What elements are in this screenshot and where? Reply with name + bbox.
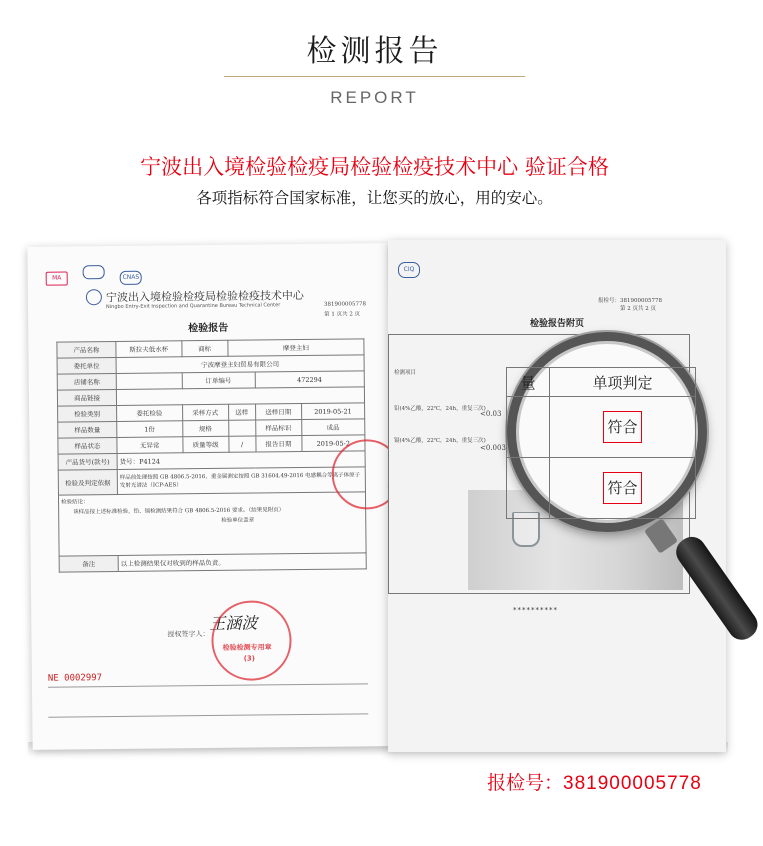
row-label: 检测项目 [394,370,417,376]
org-logo-icon [86,289,102,305]
report-table [56,338,366,572]
inspection-report-page-1 [27,243,392,750]
table-row [507,368,696,397]
certification-tagline: 各项指标符合国家标准，让您买的放心，用的安心。 [196,189,553,207]
table-row: 备注 以上检测结果仅对收到的样品负责。 [59,553,366,572]
table-row: 检验类别 委托检验 采样方式 送样 送样日期 2019-05-21 [58,403,365,422]
conclusion-label: 检验结论： [61,499,89,506]
table-row [58,492,366,556]
table-row: 产品名称 斯拉夫低水杯 商标 摩登主妇 [57,339,364,358]
seal-text-2: 检验检测专用章 [222,643,272,652]
report-number-value: 381900005778 [563,773,702,794]
footer-rule [48,713,368,717]
conclusion-text: 该样品按上述标准检验，铅、镉检测结果符合 GB 4806.5-2016 要求。（结果见附页） [73,507,285,516]
row-label: 镉(4%乙酸，22℃，24h，重复三次) [394,438,486,444]
appendix-title: 检验报告附页 [529,319,584,329]
report-no-small: 381900005778 [323,301,367,308]
title-divider [224,76,525,77]
table-row: 委托单位 宁波摩登主妇贸易有限公司 [57,355,364,374]
limit-value: <0.03 [480,410,502,418]
zoom-col-partial: 量 [507,368,550,397]
accreditation-logos [46,264,152,286]
table-row: 样品状态 无异常 质量等级 / 报告日期 2019-05-2 [58,435,365,454]
row-label: 铅(4%乙酸，22℃，24h，重复三次) [394,406,486,412]
seal-number: (3) [243,654,256,663]
stamp-label: 检验单位盖章 [221,517,255,524]
table-row: 产品货号(款号) 货号：P4124 [58,451,365,470]
footer-rule [48,683,368,687]
certification-headline: 宁波出入境检验检疫局检验检疫技术中心 验证合格 [140,155,609,179]
table-row: 样品数量 1份 规格 样品标识 成品 [58,419,365,438]
report-number-label: 报检号： [487,772,564,794]
report-no-small: 报检号：381900005778 [598,298,662,304]
page-info: 第 2 页共 2 页 [620,306,656,312]
page-title: 检测报告 [306,34,443,69]
serial-number: NE 0002997 [47,673,103,684]
ciq-logo-icon: CIQ [398,262,420,278]
zoomed-table [506,367,696,519]
report-number [487,768,702,795]
table-row: 店铺名称 订单编号 472294 [57,371,364,390]
table-row: 检验及判定依据 样品前处理按照 GB 4806.5-2016，重金属测定按照 GB 31604.49-2016 电感耦合等离子体原子发射光谱法（ICP-AES） [58,467,365,495]
table-row [507,397,696,458]
result-pass-2: 符合 [603,472,641,504]
end-marker: ********** [513,606,558,614]
red-seal-stamp-2 [211,600,292,681]
magnifier-lens [507,332,707,532]
cnas-logo-icon: CNAS [120,271,142,285]
page-info: 第 1 页共 2 页 [324,311,361,318]
cma-logo-icon: MA [46,271,68,285]
table-row [507,458,696,519]
page-subtitle: REPORT [330,88,419,107]
ilac-logo-icon [83,265,105,279]
table-row: 商品链接 [57,387,364,406]
signature: 王涵波 [209,613,258,634]
zoom-col-header: 单项判定 [550,368,696,397]
org-name-en: Ningbo Entry-Exit Inspection and Quarantine Bureau Technical Center [105,302,281,311]
signer-label: 授权签字人： [167,630,210,639]
report-title: 检验报告 [188,322,229,335]
result-pass-1: 符合 [603,411,641,443]
limit-value: <0.003 [480,444,506,452]
org-name: 宁波出入境检验检疫局检验检疫技术中心 [105,289,304,305]
